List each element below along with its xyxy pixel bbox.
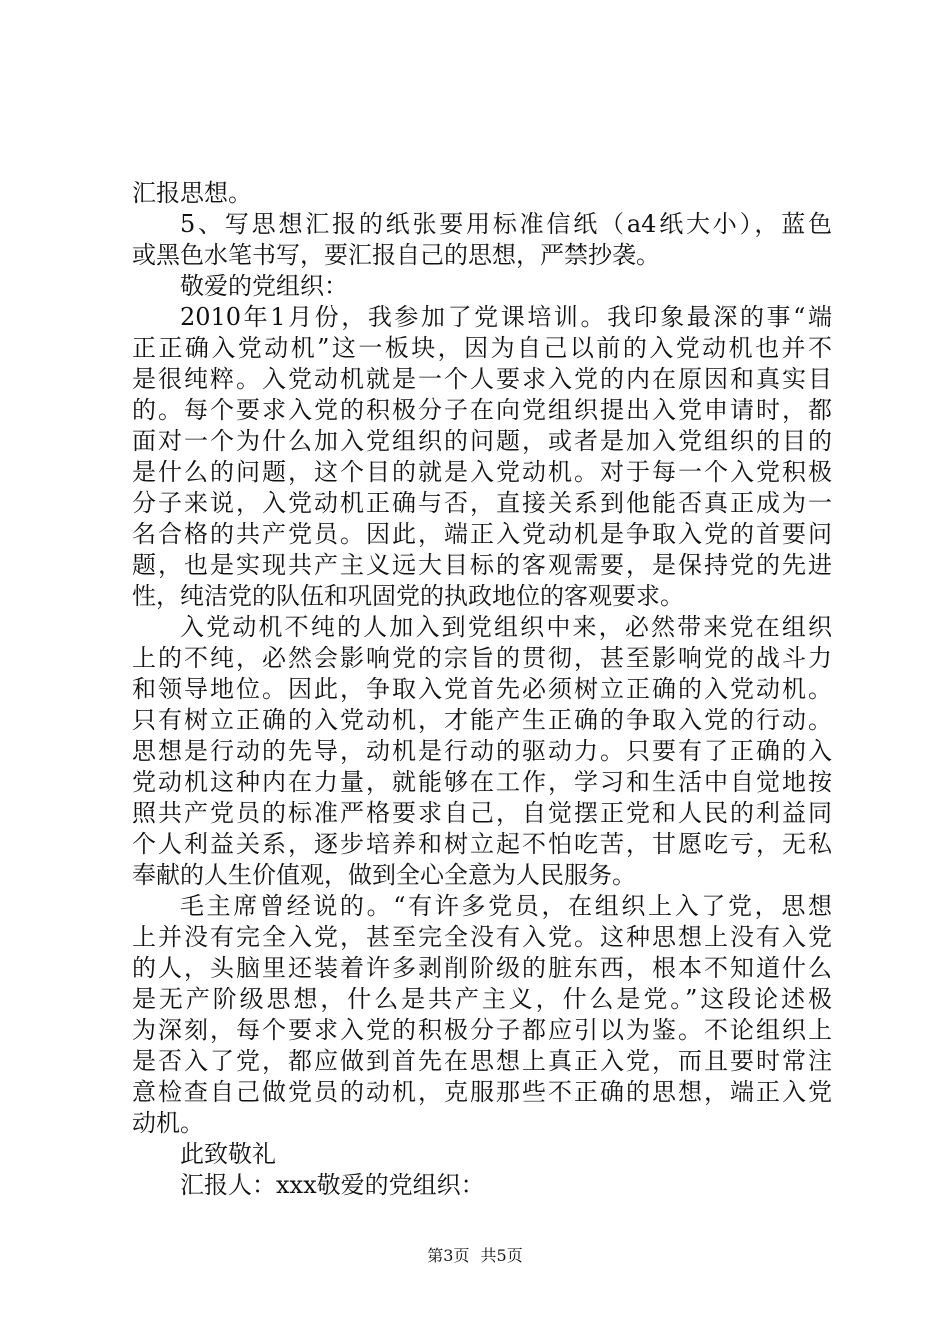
text-line: 汇报人：xxx敬爱的党组织： [180, 1171, 485, 1199]
text-line: 敬爱的党组织： [180, 272, 348, 300]
text-line: 正正确入党动机”这一板块，因为自己以前的入党动机也并不 [132, 334, 832, 362]
text-line: 的。每个要求入党的积极分子在向党组织提出入党申请时，都 [132, 396, 832, 424]
text-line: 5、写思想汇报的纸张要用标准信纸（a4纸大小），蓝色 [180, 210, 832, 238]
text-line: 性，纯洁党的队伍和巩固党的执政地位的客观要求。 [132, 582, 684, 610]
text-line: 照共产党员的标准严格要求自己，自觉摆正党和人民的利益同 [132, 799, 832, 827]
text-line: 汇报思想。 [132, 179, 252, 207]
text-line: 是很纯粹。入党动机就是一个人要求入党的内在原因和真实目 [132, 365, 832, 393]
text-line: 入党动机不纯的人加入到党组织中来，必然带来党在组织 [180, 613, 832, 641]
text-line: 和领导地位。因此，争取入党首先必须树立正确的入党动机。 [132, 675, 832, 703]
document-body [132, 178, 832, 1201]
text-line: 上并没有完全入党，甚至完全没有入党。这种思想上没有入党 [132, 923, 832, 951]
text-line: 面对一个为什么加入党组织的问题，或者是加入党组织的目的 [132, 427, 832, 455]
text-line: 毛主席曾经说的。“有许多党员，在组织上入了党，思想 [180, 892, 832, 920]
text-line: 是无产阶级思想，什么是共产主义，什么是党。”这段论述极 [132, 985, 832, 1013]
page-number: 第3页 [427, 1246, 470, 1265]
text-line: 党动机这种内在力量，就能够在工作，学习和生活中自觉地按 [132, 768, 832, 796]
text-line: 2010年1月份，我参加了党课培训。我印象最深的事“端 [180, 303, 832, 331]
text-line: 此致敬礼 [180, 1140, 276, 1168]
text-line: 奉献的人生价值观，做到全心全意为人民服务。 [132, 861, 636, 889]
text-line: 只有树立正确的入党动机，才能产生正确的争取入党的行动。 [132, 706, 832, 734]
text-line: 为深刻，每个要求入党的积极分子都应引以为鉴。不论组织上 [132, 1016, 832, 1044]
text-line: 上的不纯，必然会影响党的宗旨的贯彻，甚至影响党的战斗力 [132, 644, 832, 672]
text-line: 思想是行动的先导，动机是行动的驱动力。只要有了正确的入 [132, 737, 832, 765]
text-line: 是否入了党，都应做到首先在思想上真正入党，而且要时常注 [132, 1047, 832, 1075]
text-line: 动机。 [132, 1109, 204, 1137]
text-line: 是什么的问题，这个目的就是入党动机。对于每一个入党积极 [132, 458, 832, 486]
text-line: 名合格的共产党员。因此，端正入党动机是争取入党的首要问 [132, 520, 832, 548]
text-line: 题，也是实现共产主义远大目标的客观需要，是保持党的先进 [132, 551, 832, 579]
text-line: 或黑色水笔书写，要汇报自己的思想，严禁抄袭。 [132, 241, 660, 269]
page-total: 共5页 [480, 1246, 523, 1265]
text-line: 的人，头脑里还装着许多剥削阶级的脏东西，根本不知道什么 [132, 954, 832, 982]
text-line: 分子来说，入党动机正确与否，直接关系到他能否真正成为一 [132, 489, 832, 517]
text-line: 意检查自己做党员的动机，克服那些不正确的思想，端正入党 [132, 1078, 832, 1106]
text-line: 个人利益关系，逐步培养和树立起不怕吃苦，甘愿吃亏，无私 [132, 830, 832, 858]
page-footer [0, 1246, 950, 1266]
